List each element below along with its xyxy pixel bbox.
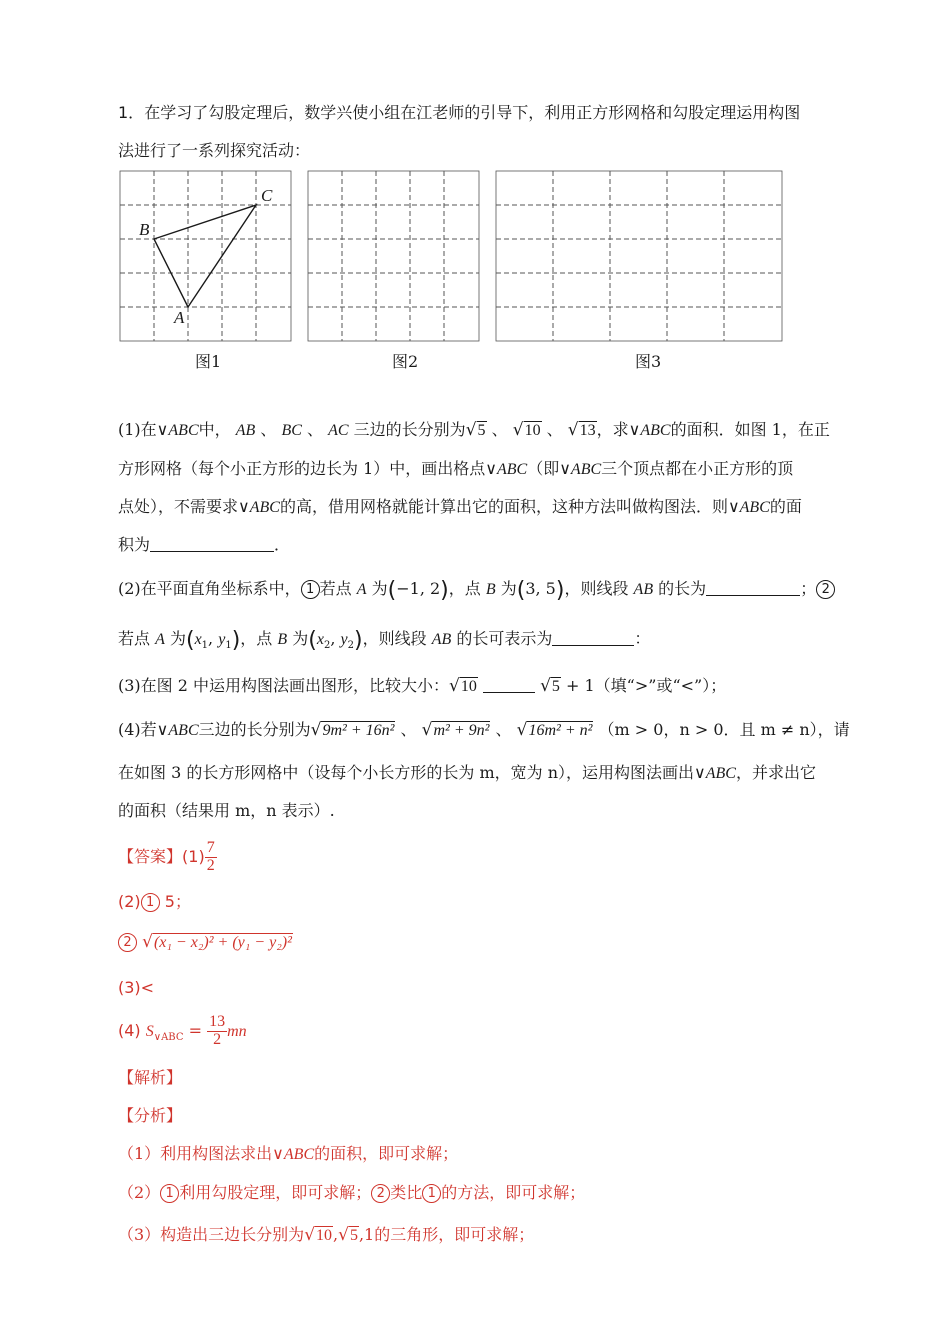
var-ac: AC [328, 422, 349, 439]
analysis-sub-label: 【分析】 [118, 1106, 183, 1125]
part1-text: 中， [198, 420, 231, 439]
part1-line-4: 积为 ． [118, 535, 291, 554]
part1-line-3: 点处），不需要求∨ABC的高，借用网格就能计算出它的面积，这种方法叫做构图法．则∨ABC的面 [118, 497, 802, 516]
analysis-line-1: （1）利用构图法求出∨ABC的面积，即可求解； [118, 1144, 459, 1163]
var-bc: BC [281, 422, 302, 439]
label-b: B [139, 220, 150, 239]
answer-blank-2[interactable] [706, 581, 800, 596]
answer-line-4: (3)< [118, 978, 155, 997]
question-intro-line-1 [118, 100, 800, 123]
label-a: A [174, 308, 185, 327]
figure-2-caption: 图2 [392, 352, 419, 371]
grid-figure-2 [308, 171, 479, 341]
figures-svg [0, 165, 950, 355]
answer-blank-1[interactable] [150, 537, 274, 552]
intro-text-1: 在学习了勾股定理后，数学兴使小组在江老师的引导下，利用正方形网格和勾股定理运用构图 [144, 103, 801, 122]
sqrt-10: √10 [512, 420, 541, 440]
intro-text-2: 法进行了一系列探究活动： [118, 141, 311, 160]
var-abc: ABC [168, 422, 199, 439]
var-ab: AB [235, 422, 256, 439]
part2-line-2: 若点 A 为($x_1$, $y_1$)，点 B 为($x_2$, $y_2$)，则线段 AB 的长可表示为 ： [118, 628, 651, 653]
answer-label: 【答案】 [118, 846, 183, 866]
sep: 、 [260, 420, 277, 439]
part1-text: 三边的长分别为 [353, 420, 466, 439]
answer-line-5: (4) $S_{\vee ABC}$ = $\frac{13}{2}$ mn [118, 1013, 247, 1048]
label-c: C [261, 186, 273, 205]
analysis-line-3: （3）构造出三边长分别为√10,√5,1的三角形，即可求解； [118, 1225, 535, 1245]
triangle-abc [154, 205, 256, 307]
part1-text: (1)在∨ [118, 420, 169, 439]
question-number: 1． [118, 103, 145, 122]
question-intro-line-2 [118, 138, 310, 161]
circled-1: 1 [301, 580, 320, 599]
analysis-label: 【解析】 [118, 1068, 183, 1087]
answer-blank-3[interactable] [552, 631, 634, 646]
figure-3-caption: 图3 [635, 352, 662, 371]
part3-line: (3)在图 2 中运用构图法画出图形，比较大小：√10 √5 + 1（填“>”或“<”）； [118, 676, 727, 696]
part2-line-1: (2)在平面直角坐标系中， 1 若点 A 为(−1, 2)，点 B 为(3, 5)，则线段 AB 的长为 ； 2 [118, 576, 835, 603]
part1-line-1: (1)在∨ABC中， AB 、 BC 、 AC 三边的长分别为√5 、 √10 、 √13，求∨ABC的面积．如图 1，在正 [118, 420, 830, 440]
answer-line-3: 2 √(x₁ − x₂)² + (y₁ − y₂)² [118, 932, 293, 952]
part1-line-2: 方形网格（每个小正方形的边长为 1）中，画出格点∨ABC（即∨ABC三个顶点都在小正方形的顶 [118, 459, 794, 478]
circled-2: 2 [816, 580, 835, 599]
answer-line-2: (2) 1 5； [118, 892, 191, 911]
sqrt-5: √5 [465, 420, 486, 440]
answer-blank-4[interactable] [483, 678, 535, 693]
figure-1-caption: 图1 [195, 352, 222, 371]
grid-figure-3 [496, 171, 782, 341]
answer-line-1: 【答案】(1) $\frac{7}{2}$ [118, 839, 215, 874]
fraction-7-2: $\frac{7}{2}$ [206, 839, 215, 874]
part4-line-2: 在如图 3 的长方形网格中（设每个小长方形的长为 m，宽为 n），运用构图法画出∨ABC，并求出它 [118, 763, 816, 782]
sep: 、 [307, 420, 324, 439]
analysis-line-2: （2） 1 利用勾股定理，即可求解； 2 类比 1 的方法，即可求解； [118, 1183, 586, 1202]
sqrt-13: √13 [567, 420, 596, 440]
part4-line-3: 的面积（结果用 m，n 表示）. [118, 801, 335, 820]
part4-line-1: (4)若∨ABC三边的长分别为√9m² + 16n² 、 √m² + 9n² 、 √16m² + n² （m > 0，n > 0．且 m ≠ n），请 [118, 720, 850, 740]
